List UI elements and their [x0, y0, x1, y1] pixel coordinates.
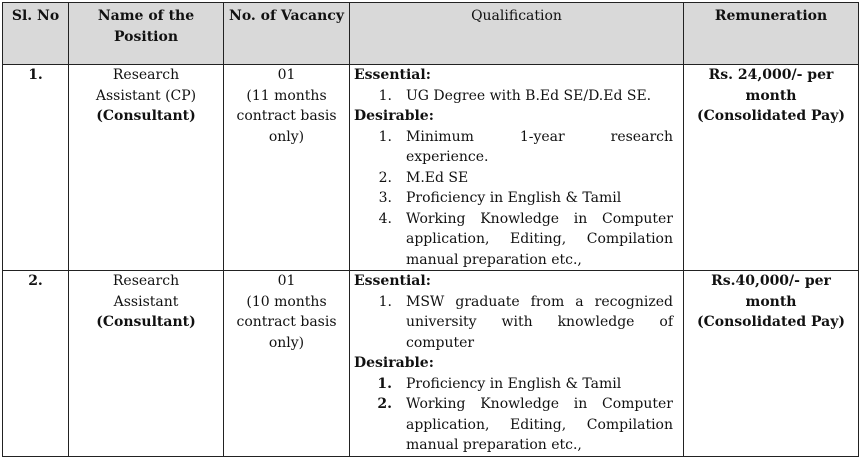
list-item [354, 292, 673, 354]
item-number: 1. [378, 87, 392, 104]
row-vacancy [224, 65, 350, 271]
row-sl-no: 1. [3, 65, 69, 271]
position-line: Assistant [113, 293, 179, 310]
remuneration-amount: Rs.40,000/- per [711, 273, 831, 289]
item-text: Proficiency in English & Tamil [406, 375, 622, 392]
remuneration-period: month [745, 293, 797, 310]
header-row [3, 3, 859, 65]
vacancy-line: (10 months [246, 293, 327, 310]
vacancy-count: 01 [277, 67, 296, 83]
header-remuneration: Remuneration [684, 3, 859, 65]
row-position [69, 271, 224, 457]
item-text: Proficiency in English & Tamil [406, 190, 622, 206]
row-sl-no: 2. [3, 271, 69, 457]
vacancy-line: contract basis [236, 314, 337, 330]
remuneration-period: month [745, 87, 797, 104]
row-qualification [350, 271, 684, 457]
item-number: 2. [377, 396, 392, 412]
position-line: Assistant (CP) [95, 87, 197, 104]
desirable-list [354, 127, 673, 271]
item-number: 1. [377, 375, 392, 392]
list-item [354, 188, 673, 209]
item-text: M.Ed SE [406, 169, 469, 186]
item-text: Minimum 1-year research experience. [406, 128, 673, 165]
item-text: UG Degree with B.Ed SE/D.Ed SE. [406, 87, 652, 104]
header-sl-no: Sl. No [3, 3, 69, 65]
desirable-label: Desirable: [354, 355, 434, 371]
vacancy-line: contract basis [236, 108, 337, 124]
row-qualification [350, 65, 684, 271]
item-text: Working Knowledge in Computer application, Editing, Compilation manual preparation etc., [406, 210, 673, 268]
remuneration-note: (Consolidated Pay) [696, 314, 846, 330]
item-number: 2. [378, 169, 392, 186]
position-designation: (Consultant) [96, 314, 196, 330]
item-number: 1. [378, 293, 392, 310]
list-item [354, 127, 673, 168]
position-line: Research [112, 273, 180, 289]
essential-list [354, 292, 673, 354]
list-item [354, 86, 673, 107]
essential-label: Essential: [354, 67, 431, 83]
vacancy-line: only) [268, 128, 305, 145]
essential-label: Essential: [354, 273, 431, 289]
item-number: 3. [378, 190, 392, 206]
list-item [354, 209, 673, 271]
row-position [69, 65, 224, 271]
list-item [354, 394, 673, 456]
row-vacancy [224, 271, 350, 457]
list-item [354, 168, 673, 189]
item-number: 1. [378, 128, 392, 145]
vacancy-line: only) [268, 334, 305, 351]
desirable-label: Desirable: [354, 108, 434, 124]
item-text: MSW graduate from a recognized university with knowledge of computer [406, 293, 673, 351]
remuneration-amount: Rs. 24,000/- per [708, 67, 834, 83]
vacancy-count: 01 [277, 273, 296, 289]
essential-list [354, 86, 673, 107]
header-qualification: Qualification [350, 3, 684, 65]
item-number: 4. [378, 210, 392, 227]
vacancy-table [2, 2, 859, 457]
vacancy-line: (11 months [246, 87, 327, 104]
row-remuneration [684, 271, 859, 457]
header-vacancy: No. of Vacancy [224, 3, 350, 65]
remuneration-note: (Consolidated Pay) [696, 108, 846, 124]
desirable-list [354, 374, 673, 456]
table-row [3, 271, 859, 457]
header-position: Name of the Position [69, 3, 224, 65]
position-line: Research [112, 67, 180, 83]
position-designation: (Consultant) [96, 108, 196, 124]
list-item [354, 374, 673, 395]
row-remuneration [684, 65, 859, 271]
item-text: Working Knowledge in Computer application, Editing, Compilation manual preparation etc., [406, 396, 673, 453]
table-row [3, 65, 859, 271]
